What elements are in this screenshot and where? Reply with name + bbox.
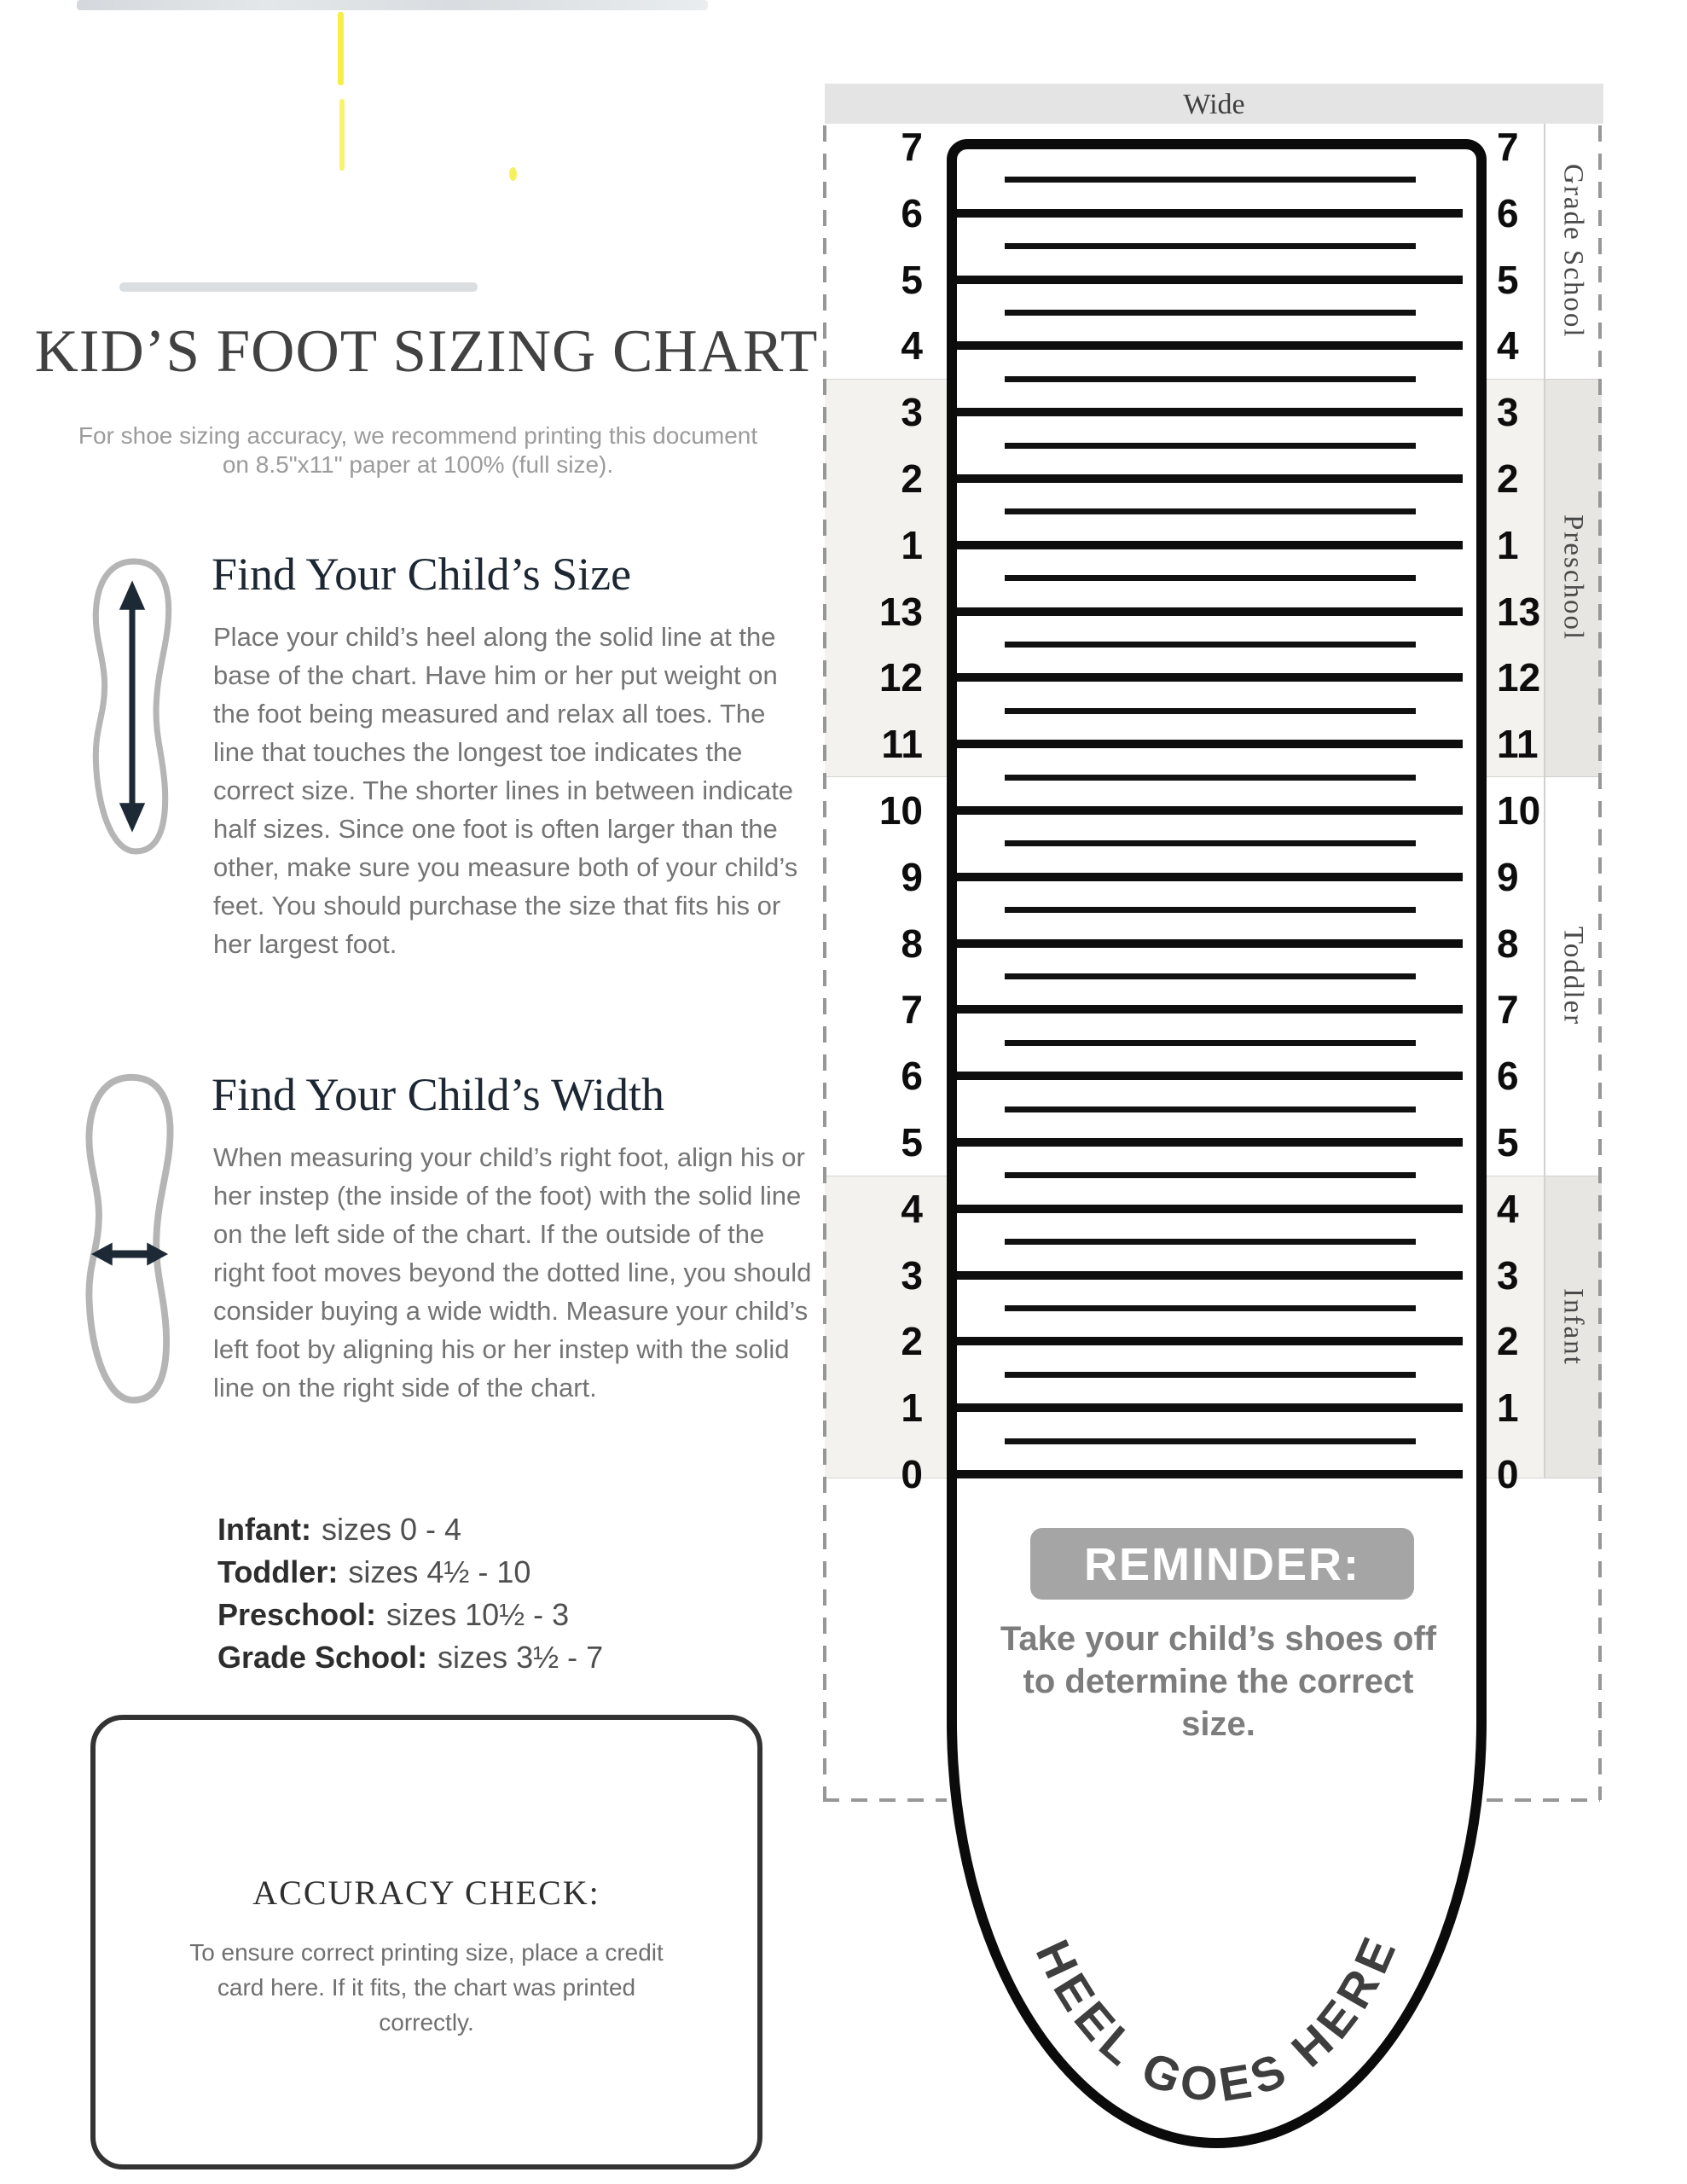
band-shade-left-column	[825, 379, 947, 777]
age-group-label: Grade School	[1557, 164, 1589, 339]
half-size-line	[1005, 443, 1416, 449]
size-label-right: 1	[1497, 522, 1519, 567]
half-size-line	[1005, 708, 1416, 714]
half-size-line	[1005, 642, 1416, 648]
size-range-label: Preschool:	[217, 1597, 377, 1632]
insole-outline	[89, 1077, 170, 1400]
size-label-left: 3	[901, 390, 923, 435]
half-size-line	[1005, 775, 1416, 781]
print-instructions: For shoe sizing accuracy, we recommend printing this document on 8.5"x11" paper at 100% (full size).	[78, 422, 758, 478]
yellow-mark-artifact	[338, 12, 344, 85]
size-label-right: 5	[1497, 257, 1519, 302]
dashed-border-bottom	[1487, 1798, 1600, 1802]
find-size-instructions: Place your child’s heel along the solid line at the base of the chart. Have him or her put weight on the foot being measured and relax all toes. The line that touches the longest toe indicates the correct size. The shorter lines in between indicate half sizes. Since one foot is often larger than the other, make sure you measure both of your child’s feet. You should purchase the size that fits his or her largest foot.	[213, 622, 798, 959]
half-size-line	[1005, 177, 1416, 183]
whole-size-line	[957, 276, 1463, 284]
half-size-line	[1005, 1305, 1416, 1311]
size-range-value: sizes 10½ - 3	[386, 1597, 570, 1632]
whole-size-line	[957, 607, 1463, 616]
size-range-row	[217, 1636, 603, 1679]
half-size-line	[1005, 243, 1416, 249]
size-label-left: 1	[901, 1385, 923, 1431]
whole-size-line	[957, 341, 1463, 350]
whole-size-line	[957, 1271, 1463, 1280]
size-label-left: 2	[901, 1319, 923, 1364]
wide-label: Wide	[1183, 89, 1245, 120]
size-range-row	[217, 1551, 603, 1594]
half-size-line	[1005, 310, 1416, 316]
arrow-head-down	[119, 803, 145, 832]
size-range-value: sizes 0 - 4	[321, 1512, 462, 1547]
size-range-label: Grade School:	[217, 1640, 428, 1675]
size-label-left: 12	[878, 655, 923, 700]
half-size-line	[1005, 508, 1416, 514]
size-label-left: 8	[901, 921, 923, 966]
size-label-right: 2	[1497, 1319, 1519, 1364]
heel-goes-here-curved-text	[947, 1809, 1487, 2184]
find-width-heading: Find Your Child’s Width	[212, 1069, 664, 1120]
size-label-right: 4	[1497, 1186, 1519, 1231]
yellow-dot-artifact	[509, 167, 517, 181]
svg-text:HEEL GOES HERE	[1026, 1925, 1408, 2112]
whole-size-line	[957, 474, 1463, 483]
size-label-right: 5	[1497, 1120, 1519, 1165]
size-label-left: 10	[878, 788, 923, 833]
find-size-heading: Find Your Child’s Size	[212, 549, 632, 600]
half-size-line	[1005, 1172, 1416, 1178]
size-label-left: 3	[901, 1252, 923, 1298]
half-size-line	[1005, 1372, 1416, 1378]
whole-size-line	[957, 1005, 1463, 1014]
dashed-border-bottom	[823, 1798, 947, 1802]
size-label-left: 13	[878, 589, 923, 634]
whole-size-line	[957, 806, 1463, 815]
whole-size-line	[957, 1403, 1463, 1412]
size-label-right: 2	[1497, 456, 1519, 501]
size-range-row	[217, 1508, 603, 1551]
whole-size-line	[957, 673, 1463, 682]
size-label-left: 4	[901, 323, 923, 369]
whole-size-line	[957, 939, 1463, 948]
size-label-right: 11	[1497, 722, 1539, 767]
scan-smudge-artifact	[119, 282, 478, 292]
age-group-label: Infant	[1557, 1288, 1589, 1366]
find-width-instructions: When measuring your child’s right foot, align his or her instep (the inside of the foot) with the solid line on the left side of the chart. If the outside of the right foot moves beyond the dotted line, you should consider buying a wide width. Measure your child’s left foot by aligning his or her instep with the solid line on the right side of the chart.	[213, 1142, 812, 1403]
size-label-right: 8	[1497, 921, 1519, 966]
size-label-left: 5	[901, 257, 923, 302]
half-size-line	[1005, 1107, 1416, 1112]
size-label-right: 7	[1497, 987, 1519, 1032]
size-label-right: 10	[1497, 788, 1541, 833]
page-title: KID’S FOOT SIZING CHART	[34, 318, 819, 385]
size-label-left: 6	[901, 190, 923, 235]
half-size-line	[1005, 575, 1416, 581]
size-label-left: 5	[901, 1120, 923, 1165]
size-range-value: sizes 4½ - 10	[348, 1554, 531, 1589]
whole-size-line	[957, 1205, 1463, 1213]
half-size-line	[1005, 840, 1416, 846]
half-size-line	[1005, 1239, 1416, 1245]
size-range-value: sizes 3½ - 7	[438, 1640, 604, 1675]
half-size-line	[1005, 376, 1416, 382]
whole-size-line	[957, 209, 1463, 218]
foot-length-icon	[75, 556, 189, 857]
foot-width-icon	[61, 1072, 198, 1406]
band-shade-right-column	[1487, 379, 1544, 777]
size-label-left: 11	[881, 722, 923, 767]
whole-size-line	[957, 1072, 1463, 1080]
size-label-right: 0	[1497, 1452, 1519, 1496]
half-size-line	[1005, 973, 1416, 979]
size-label-left: 7	[901, 125, 923, 169]
size-label-right: 6	[1497, 190, 1519, 235]
reminder-text: Take your child’s shoes off to determine the correct size.	[1000, 1620, 1437, 1743]
yellow-mark-artifact	[339, 99, 345, 171]
size-range-list	[217, 1508, 603, 1679]
age-group-label: Toddler	[1557, 926, 1589, 1026]
heel-goes-here-label: HEEL GOES HERE	[1025, 1924, 1408, 2112]
size-label-left: 0	[901, 1452, 923, 1496]
whole-size-line	[957, 408, 1463, 416]
whole-size-line	[957, 1138, 1463, 1147]
size-label-right: 4	[1497, 323, 1519, 369]
size-label-right: 7	[1497, 125, 1519, 169]
wide-width-header	[825, 84, 1603, 124]
size-label-right: 9	[1497, 854, 1519, 899]
size-label-left: 6	[901, 1054, 923, 1099]
size-label-left: 4	[901, 1186, 923, 1231]
reminder-badge: REMINDER:	[1030, 1528, 1414, 1600]
accuracy-check-heading: ACCURACY CHECK:	[252, 1873, 600, 1912]
size-label-left: 2	[901, 456, 923, 501]
size-label-right: 3	[1497, 390, 1519, 435]
size-range-label: Toddler:	[217, 1554, 339, 1589]
scan-smudge-artifact	[77, 0, 708, 10]
size-label-right: 6	[1497, 1054, 1519, 1099]
size-label-right: 13	[1497, 589, 1541, 634]
half-size-line	[1005, 907, 1416, 913]
accuracy-check-instructions: To ensure correct printing size, place a credit card here. If it fits, the chart was printed correctly.	[189, 1939, 664, 2036]
whole-size-line	[957, 1337, 1463, 1345]
size-range-label: Infant:	[217, 1512, 311, 1547]
whole-size-line	[957, 740, 1463, 748]
whole-size-line	[957, 873, 1463, 881]
half-size-line	[1005, 1438, 1416, 1444]
size-label-right: 1	[1497, 1385, 1519, 1431]
size-label-right: 3	[1497, 1252, 1519, 1298]
size-label-left: 9	[901, 854, 923, 899]
half-size-line	[1005, 1040, 1416, 1046]
age-group-label: Preschool	[1557, 514, 1589, 642]
size-range-row	[217, 1594, 603, 1636]
whole-size-line	[957, 1470, 1463, 1478]
size-label-right: 12	[1497, 655, 1541, 700]
size-label-left: 1	[901, 522, 923, 567]
whole-size-line	[957, 541, 1463, 549]
arrow-head-up	[119, 580, 145, 609]
size-label-left: 7	[901, 987, 923, 1032]
